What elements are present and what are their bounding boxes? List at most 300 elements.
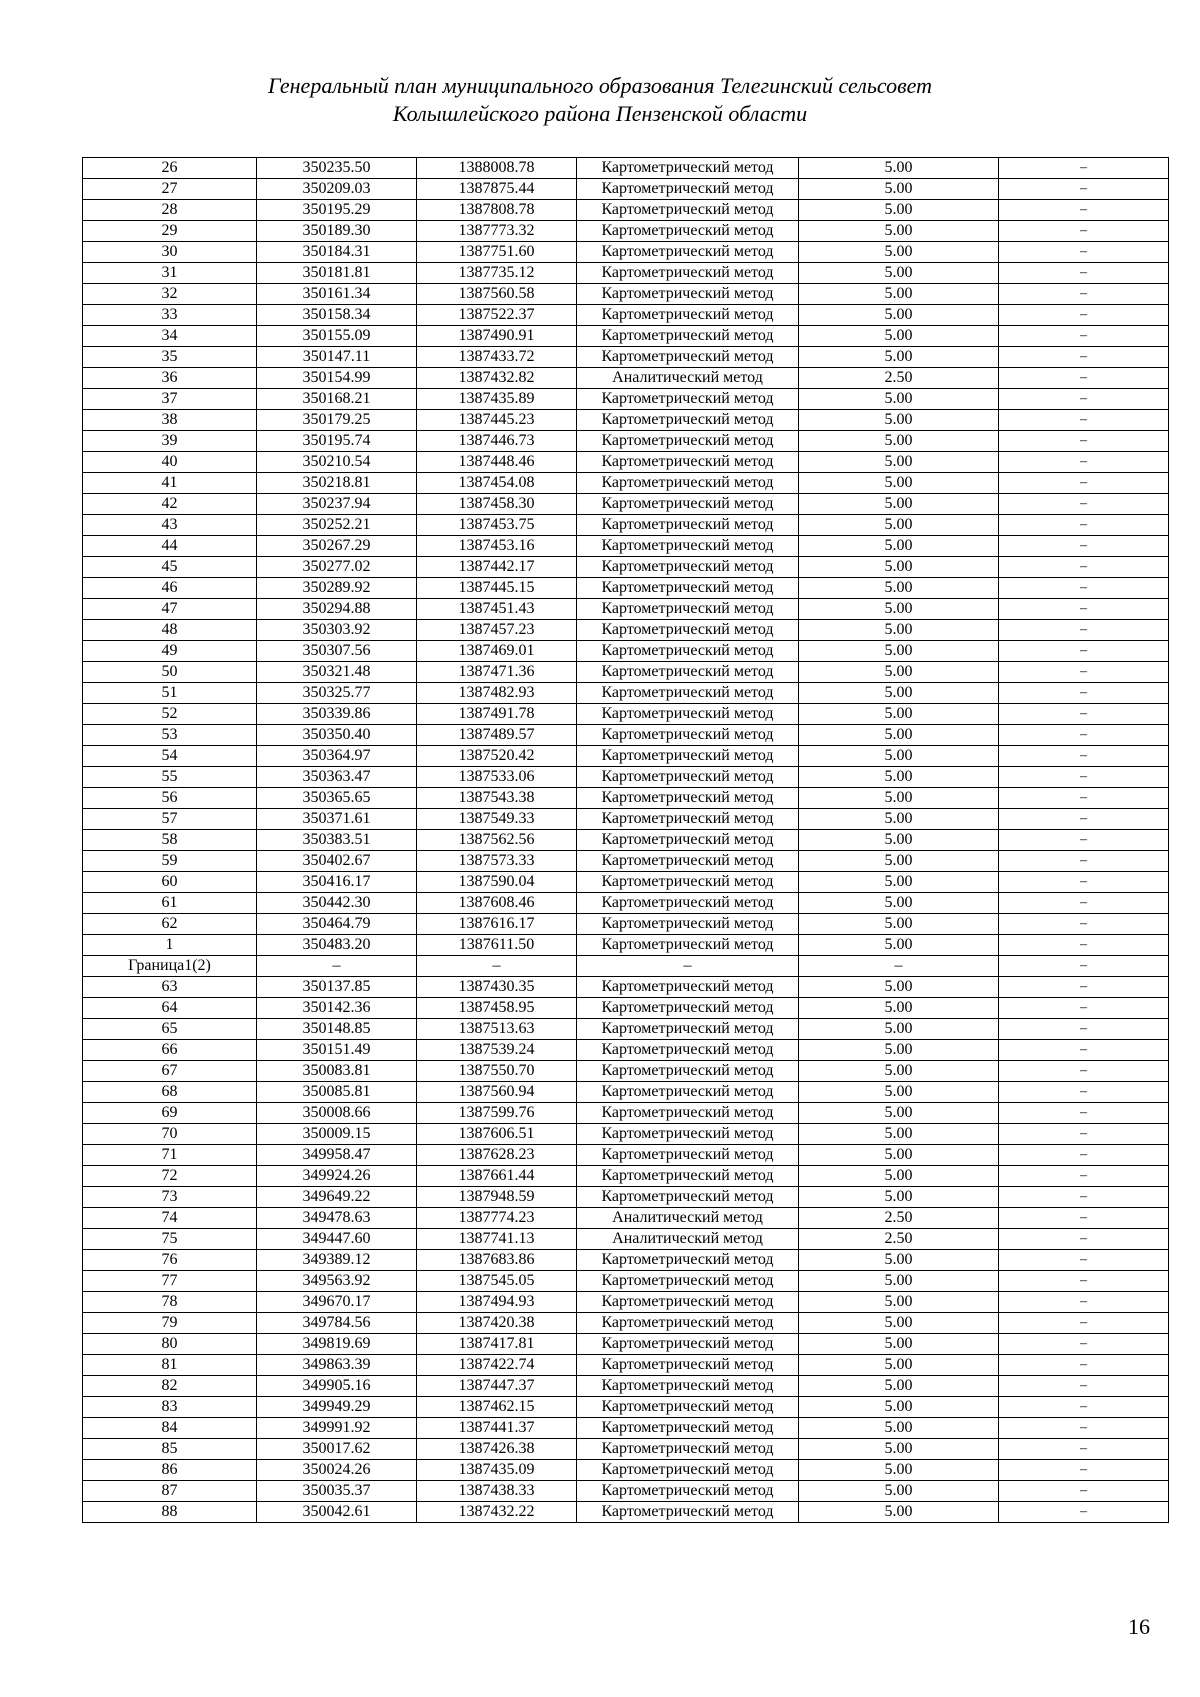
- cell-description: –: [999, 851, 1169, 872]
- cell-point-number: 55: [83, 767, 257, 788]
- cell-x-coordinate: 350209.03: [257, 179, 417, 200]
- cell-y-coordinate: 1387735.12: [417, 263, 577, 284]
- cell-point-number: 38: [83, 410, 257, 431]
- cell-x-coordinate: 350483.20: [257, 935, 417, 956]
- cell-description: –: [999, 263, 1169, 284]
- cell-description: –: [999, 1292, 1169, 1313]
- table-row: [83, 557, 1169, 578]
- cell-description: –: [999, 725, 1169, 746]
- cell-method: Картометрический метод: [577, 1271, 799, 1292]
- cell-x-coordinate: 350325.77: [257, 683, 417, 704]
- cell-x-coordinate: 349819.69: [257, 1334, 417, 1355]
- cell-description: –: [999, 1103, 1169, 1124]
- cell-method: Картометрический метод: [577, 998, 799, 1019]
- coordinates-table: [82, 157, 1169, 1523]
- cell-point-number: 30: [83, 242, 257, 263]
- cell-x-coordinate: 349670.17: [257, 1292, 417, 1313]
- cell-description: –: [999, 683, 1169, 704]
- cell-method: Картометрический метод: [577, 158, 799, 179]
- cell-y-coordinate: 1387453.16: [417, 536, 577, 557]
- cell-point-number: 70: [83, 1124, 257, 1145]
- cell-method: Картометрический метод: [577, 1355, 799, 1376]
- cell-description: –: [999, 1061, 1169, 1082]
- table-row: [83, 1502, 1169, 1523]
- cell-description: –: [999, 1019, 1169, 1040]
- cell-x-coordinate: 350042.61: [257, 1502, 417, 1523]
- cell-x-coordinate: 349389.12: [257, 1250, 417, 1271]
- cell-accuracy: –: [799, 956, 999, 977]
- cell-x-coordinate: 349958.47: [257, 1145, 417, 1166]
- cell-accuracy: 5.00: [799, 389, 999, 410]
- cell-description: –: [999, 158, 1169, 179]
- cell-accuracy: 5.00: [799, 578, 999, 599]
- cell-x-coordinate: 350154.99: [257, 368, 417, 389]
- cell-description: –: [999, 1376, 1169, 1397]
- table-row: [83, 725, 1169, 746]
- table-row: [83, 221, 1169, 242]
- cell-method: Картометрический метод: [577, 557, 799, 578]
- cell-x-coordinate: 350151.49: [257, 1040, 417, 1061]
- cell-accuracy: 5.00: [799, 179, 999, 200]
- cell-point-number: 27: [83, 179, 257, 200]
- table-row: [83, 1271, 1169, 1292]
- cell-accuracy: 5.00: [799, 788, 999, 809]
- cell-y-coordinate: 1387441.37: [417, 1418, 577, 1439]
- table-row: [83, 536, 1169, 557]
- cell-point-number: 64: [83, 998, 257, 1019]
- cell-accuracy: 5.00: [799, 1376, 999, 1397]
- cell-description: –: [999, 788, 1169, 809]
- cell-description: –: [999, 1397, 1169, 1418]
- page-number: 16: [1128, 1614, 1150, 1639]
- cell-method: Картометрический метод: [577, 452, 799, 473]
- cell-accuracy: 5.00: [799, 935, 999, 956]
- cell-method: Картометрический метод: [577, 494, 799, 515]
- cell-x-coordinate: 349905.16: [257, 1376, 417, 1397]
- cell-description: –: [999, 578, 1169, 599]
- header-title-line-2: Колышлейского района Пензенской области: [392, 101, 808, 126]
- cell-x-coordinate: 350147.11: [257, 347, 417, 368]
- cell-point-number: 39: [83, 431, 257, 452]
- cell-method: Картометрический метод: [577, 410, 799, 431]
- cell-y-coordinate: 1387562.56: [417, 830, 577, 851]
- cell-x-coordinate: 350181.81: [257, 263, 417, 284]
- table-row: [83, 347, 1169, 368]
- cell-y-coordinate: 1387774.23: [417, 1208, 577, 1229]
- table-row: [83, 998, 1169, 1019]
- cell-accuracy: 5.00: [799, 977, 999, 998]
- table-row: [83, 1103, 1169, 1124]
- cell-y-coordinate: 1387773.32: [417, 221, 577, 242]
- cell-accuracy: 5.00: [799, 347, 999, 368]
- cell-point-number: 66: [83, 1040, 257, 1061]
- cell-accuracy: 5.00: [799, 1271, 999, 1292]
- cell-description: –: [999, 1481, 1169, 1502]
- cell-y-coordinate: 1387741.13: [417, 1229, 577, 1250]
- table-row: [83, 641, 1169, 662]
- cell-point-number: 63: [83, 977, 257, 998]
- cell-accuracy: 5.00: [799, 851, 999, 872]
- cell-accuracy: 5.00: [799, 725, 999, 746]
- cell-point-number: 87: [83, 1481, 257, 1502]
- cell-x-coordinate: 350464.79: [257, 914, 417, 935]
- cell-method: Аналитический метод: [577, 1229, 799, 1250]
- cell-method: Картометрический метод: [577, 1439, 799, 1460]
- cell-x-coordinate: 349478.63: [257, 1208, 417, 1229]
- table-row: [83, 1229, 1169, 1250]
- cell-point-number: 72: [83, 1166, 257, 1187]
- cell-method: Картометрический метод: [577, 746, 799, 767]
- cell-method: Картометрический метод: [577, 1502, 799, 1523]
- cell-method: Картометрический метод: [577, 767, 799, 788]
- cell-accuracy: 5.00: [799, 1292, 999, 1313]
- cell-description: –: [999, 515, 1169, 536]
- cell-method: Картометрический метод: [577, 515, 799, 536]
- cell-point-number: 79: [83, 1313, 257, 1334]
- cell-description: –: [999, 368, 1169, 389]
- cell-point-number: 52: [83, 704, 257, 725]
- cell-point-number: 81: [83, 1355, 257, 1376]
- table-row: [83, 473, 1169, 494]
- cell-description: –: [999, 1250, 1169, 1271]
- cell-x-coordinate: 350158.34: [257, 305, 417, 326]
- cell-accuracy: 5.00: [799, 284, 999, 305]
- cell-x-coordinate: 350294.88: [257, 599, 417, 620]
- cell-x-coordinate: 350035.37: [257, 1481, 417, 1502]
- cell-accuracy: 2.50: [799, 368, 999, 389]
- cell-accuracy: 2.50: [799, 1229, 999, 1250]
- cell-description: –: [999, 599, 1169, 620]
- cell-accuracy: 5.00: [799, 683, 999, 704]
- cell-description: –: [999, 1124, 1169, 1145]
- cell-y-coordinate: 1387599.76: [417, 1103, 577, 1124]
- cell-description: –: [999, 452, 1169, 473]
- cell-method: Картометрический метод: [577, 326, 799, 347]
- cell-x-coordinate: 350267.29: [257, 536, 417, 557]
- table-row: [83, 389, 1169, 410]
- table-row: [83, 452, 1169, 473]
- cell-y-coordinate: 1387447.37: [417, 1376, 577, 1397]
- cell-accuracy: 5.00: [799, 1355, 999, 1376]
- cell-y-coordinate: 1387543.38: [417, 788, 577, 809]
- table-row: [83, 1439, 1169, 1460]
- cell-description: –: [999, 830, 1169, 851]
- cell-y-coordinate: 1387426.38: [417, 1439, 577, 1460]
- cell-description: –: [999, 1418, 1169, 1439]
- cell-y-coordinate: 1388008.78: [417, 158, 577, 179]
- cell-accuracy: 5.00: [799, 1040, 999, 1061]
- cell-accuracy: 5.00: [799, 641, 999, 662]
- cell-x-coordinate: 350383.51: [257, 830, 417, 851]
- cell-y-coordinate: 1387445.23: [417, 410, 577, 431]
- cell-y-coordinate: 1387590.04: [417, 872, 577, 893]
- cell-description: –: [999, 977, 1169, 998]
- table-row: [83, 1313, 1169, 1334]
- cell-x-coordinate: 350218.81: [257, 473, 417, 494]
- table-row: [83, 326, 1169, 347]
- cell-accuracy: 5.00: [799, 557, 999, 578]
- table-row: [83, 158, 1169, 179]
- cell-point-number: 83: [83, 1397, 257, 1418]
- cell-y-coordinate: 1387458.95: [417, 998, 577, 1019]
- table-row: [83, 704, 1169, 725]
- cell-x-coordinate: 350303.92: [257, 620, 417, 641]
- cell-point-number: 74: [83, 1208, 257, 1229]
- cell-description: –: [999, 1040, 1169, 1061]
- cell-description: –: [999, 809, 1169, 830]
- cell-y-coordinate: 1387560.94: [417, 1082, 577, 1103]
- table-row: [83, 1355, 1169, 1376]
- cell-accuracy: 5.00: [799, 263, 999, 284]
- table-row: [83, 830, 1169, 851]
- table-row: [83, 578, 1169, 599]
- cell-point-number: 49: [83, 641, 257, 662]
- table-row: [83, 746, 1169, 767]
- cell-accuracy: 5.00: [799, 1418, 999, 1439]
- cell-accuracy: 5.00: [799, 1187, 999, 1208]
- cell-y-coordinate: 1387438.33: [417, 1481, 577, 1502]
- cell-method: Картометрический метод: [577, 788, 799, 809]
- cell-x-coordinate: 349447.60: [257, 1229, 417, 1250]
- cell-point-number: 58: [83, 830, 257, 851]
- cell-point-number: 50: [83, 662, 257, 683]
- header-title-line-1: Генеральный план муниципального образования Телегинский сельсовет: [268, 73, 932, 98]
- cell-x-coordinate: 349991.92: [257, 1418, 417, 1439]
- table-row: [83, 788, 1169, 809]
- table-row: [83, 872, 1169, 893]
- cell-y-coordinate: 1387448.46: [417, 452, 577, 473]
- cell-y-coordinate: 1387422.74: [417, 1355, 577, 1376]
- cell-description: –: [999, 1334, 1169, 1355]
- cell-y-coordinate: 1387573.33: [417, 851, 577, 872]
- cell-method: Картометрический метод: [577, 1124, 799, 1145]
- cell-method: Картометрический метод: [577, 1166, 799, 1187]
- cell-point-number: 69: [83, 1103, 257, 1124]
- cell-accuracy: 5.00: [799, 536, 999, 557]
- cell-method: Картометрический метод: [577, 914, 799, 935]
- cell-x-coordinate: 349563.92: [257, 1271, 417, 1292]
- cell-x-coordinate: 350085.81: [257, 1082, 417, 1103]
- table-row: [83, 914, 1169, 935]
- cell-method: Картометрический метод: [577, 620, 799, 641]
- cell-x-coordinate: 350402.67: [257, 851, 417, 872]
- cell-description: –: [999, 431, 1169, 452]
- cell-method: Картометрический метод: [577, 263, 799, 284]
- cell-description: –: [999, 935, 1169, 956]
- cell-y-coordinate: 1387445.15: [417, 578, 577, 599]
- cell-x-coordinate: 350168.21: [257, 389, 417, 410]
- cell-accuracy: 5.00: [799, 914, 999, 935]
- cell-y-coordinate: 1387433.72: [417, 347, 577, 368]
- cell-method: Картометрический метод: [577, 473, 799, 494]
- cell-method: –: [577, 956, 799, 977]
- cell-method: Картометрический метод: [577, 347, 799, 368]
- cell-y-coordinate: 1387457.23: [417, 620, 577, 641]
- cell-method: Картометрический метод: [577, 1376, 799, 1397]
- cell-description: –: [999, 1313, 1169, 1334]
- cell-method: Картометрический метод: [577, 809, 799, 830]
- cell-y-coordinate: 1387430.35: [417, 977, 577, 998]
- cell-method: Картометрический метод: [577, 200, 799, 221]
- cell-x-coordinate: 350321.48: [257, 662, 417, 683]
- cell-x-coordinate: 350195.29: [257, 200, 417, 221]
- table-row: [83, 263, 1169, 284]
- cell-point-number: 84: [83, 1418, 257, 1439]
- table-row: [83, 1334, 1169, 1355]
- table-row: [83, 1376, 1169, 1397]
- cell-method: Картометрический метод: [577, 431, 799, 452]
- table-row: [83, 410, 1169, 431]
- cell-description: –: [999, 1082, 1169, 1103]
- cell-method: Картометрический метод: [577, 725, 799, 746]
- cell-accuracy: 5.00: [799, 830, 999, 851]
- cell-description: –: [999, 557, 1169, 578]
- cell-point-number: 67: [83, 1061, 257, 1082]
- cell-y-coordinate: 1387683.86: [417, 1250, 577, 1271]
- cell-point-number: 65: [83, 1019, 257, 1040]
- cell-point-number: 35: [83, 347, 257, 368]
- cell-x-coordinate: 350442.30: [257, 893, 417, 914]
- cell-point-number: 78: [83, 1292, 257, 1313]
- cell-accuracy: 5.00: [799, 1124, 999, 1145]
- cell-y-coordinate: 1387482.93: [417, 683, 577, 704]
- cell-point-number: 71: [83, 1145, 257, 1166]
- cell-accuracy: 5.00: [799, 431, 999, 452]
- cell-method: Картометрический метод: [577, 242, 799, 263]
- cell-description: –: [999, 956, 1169, 977]
- cell-y-coordinate: 1387608.46: [417, 893, 577, 914]
- cell-description: –: [999, 1229, 1169, 1250]
- cell-x-coordinate: 350350.40: [257, 725, 417, 746]
- cell-y-coordinate: 1387471.36: [417, 662, 577, 683]
- cell-point-number: 51: [83, 683, 257, 704]
- cell-point-number: 33: [83, 305, 257, 326]
- cell-description: –: [999, 1439, 1169, 1460]
- cell-y-coordinate: 1387513.63: [417, 1019, 577, 1040]
- cell-point-number: 48: [83, 620, 257, 641]
- cell-y-coordinate: 1387494.93: [417, 1292, 577, 1313]
- cell-x-coordinate: 350161.34: [257, 284, 417, 305]
- cell-y-coordinate: 1387522.37: [417, 305, 577, 326]
- cell-x-coordinate: 350137.85: [257, 977, 417, 998]
- cell-point-number: 43: [83, 515, 257, 536]
- cell-x-coordinate: 350210.54: [257, 452, 417, 473]
- cell-y-coordinate: 1387533.06: [417, 767, 577, 788]
- cell-y-coordinate: 1387549.33: [417, 809, 577, 830]
- cell-accuracy: 5.00: [799, 1334, 999, 1355]
- cell-description: –: [999, 410, 1169, 431]
- cell-x-coordinate: 350155.09: [257, 326, 417, 347]
- table-row: [83, 1250, 1169, 1271]
- cell-method: Картометрический метод: [577, 1313, 799, 1334]
- cell-method: Картометрический метод: [577, 641, 799, 662]
- cell-description: –: [999, 242, 1169, 263]
- cell-description: –: [999, 1502, 1169, 1523]
- cell-point-number: 59: [83, 851, 257, 872]
- cell-description: –: [999, 1145, 1169, 1166]
- cell-x-coordinate: 350008.66: [257, 1103, 417, 1124]
- cell-point-number: 75: [83, 1229, 257, 1250]
- cell-description: –: [999, 389, 1169, 410]
- table-row: [83, 767, 1169, 788]
- table-row: [83, 1187, 1169, 1208]
- cell-accuracy: 5.00: [799, 704, 999, 725]
- cell-method: Картометрический метод: [577, 1460, 799, 1481]
- table-row: [83, 1061, 1169, 1082]
- cell-description: –: [999, 620, 1169, 641]
- table-row: [83, 851, 1169, 872]
- table-row: [83, 956, 1169, 977]
- cell-method: Картометрический метод: [577, 1418, 799, 1439]
- table-row: [83, 515, 1169, 536]
- cell-y-coordinate: 1387435.09: [417, 1460, 577, 1481]
- cell-y-coordinate: 1387442.17: [417, 557, 577, 578]
- cell-point-number: 46: [83, 578, 257, 599]
- cell-accuracy: 5.00: [799, 1481, 999, 1502]
- cell-method: Картометрический метод: [577, 935, 799, 956]
- cell-description: –: [999, 326, 1169, 347]
- table-row: [83, 1040, 1169, 1061]
- table-row: [83, 1481, 1169, 1502]
- cell-y-coordinate: 1387469.01: [417, 641, 577, 662]
- cell-description: –: [999, 221, 1169, 242]
- cell-x-coordinate: 350024.26: [257, 1460, 417, 1481]
- cell-method: Аналитический метод: [577, 368, 799, 389]
- table-row: [83, 1460, 1169, 1481]
- cell-accuracy: 5.00: [799, 200, 999, 221]
- cell-y-coordinate: 1387560.58: [417, 284, 577, 305]
- cell-accuracy: 5.00: [799, 1502, 999, 1523]
- cell-point-number: 28: [83, 200, 257, 221]
- cell-point-number: 37: [83, 389, 257, 410]
- cell-x-coordinate: 350363.47: [257, 767, 417, 788]
- cell-x-coordinate: 350307.56: [257, 641, 417, 662]
- cell-accuracy: 5.00: [799, 410, 999, 431]
- cell-description: –: [999, 662, 1169, 683]
- cell-accuracy: 5.00: [799, 242, 999, 263]
- cell-x-coordinate: 350189.30: [257, 221, 417, 242]
- table-row: [83, 893, 1169, 914]
- cell-y-coordinate: 1387616.17: [417, 914, 577, 935]
- table-row: [83, 368, 1169, 389]
- cell-y-coordinate: 1387462.15: [417, 1397, 577, 1418]
- cell-x-coordinate: 350289.92: [257, 578, 417, 599]
- cell-method: Картометрический метод: [577, 872, 799, 893]
- cell-x-coordinate: 350083.81: [257, 1061, 417, 1082]
- cell-y-coordinate: 1387875.44: [417, 179, 577, 200]
- cell-point-number: 45: [83, 557, 257, 578]
- cell-x-coordinate: 350184.31: [257, 242, 417, 263]
- table-row: [83, 179, 1169, 200]
- cell-description: –: [999, 284, 1169, 305]
- cell-method: Картометрический метод: [577, 851, 799, 872]
- cell-description: –: [999, 746, 1169, 767]
- table-row: [83, 284, 1169, 305]
- cell-accuracy: 5.00: [799, 158, 999, 179]
- cell-y-coordinate: 1387420.38: [417, 1313, 577, 1334]
- cell-point-number: 77: [83, 1271, 257, 1292]
- cell-method: Картометрический метод: [577, 284, 799, 305]
- cell-accuracy: 5.00: [799, 662, 999, 683]
- table-row: [83, 1418, 1169, 1439]
- cell-method: Картометрический метод: [577, 1082, 799, 1103]
- cell-y-coordinate: 1387458.30: [417, 494, 577, 515]
- cell-y-coordinate: 1387611.50: [417, 935, 577, 956]
- table-row: [83, 1145, 1169, 1166]
- cell-x-coordinate: 350009.15: [257, 1124, 417, 1145]
- cell-y-coordinate: 1387417.81: [417, 1334, 577, 1355]
- cell-method: Картометрический метод: [577, 893, 799, 914]
